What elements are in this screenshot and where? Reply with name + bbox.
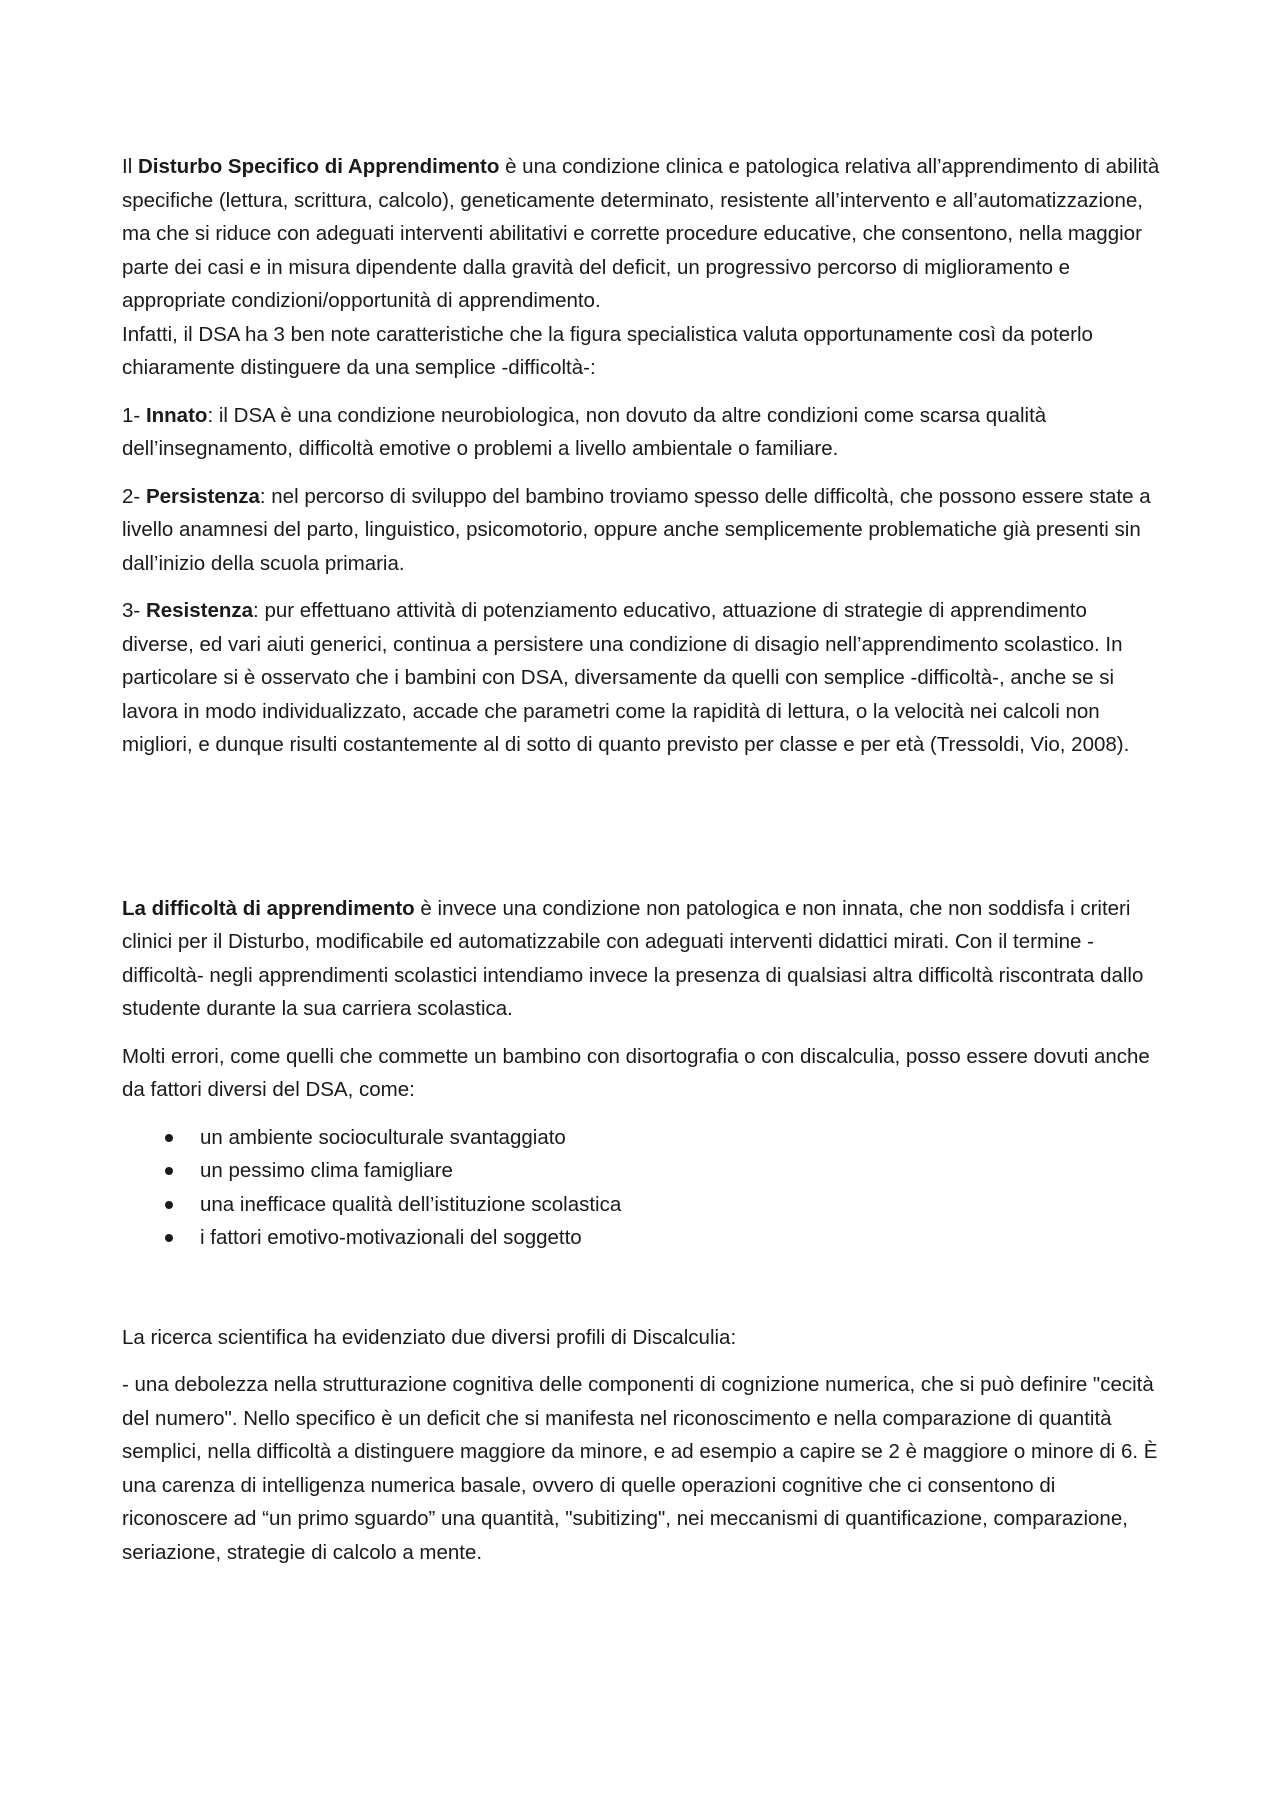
intro-paragraph [122, 150, 1162, 217]
list-item [122, 1188, 1162, 1222]
characteristic-text: : pur effettuano attività di potenziamento educativo, attuazione di strategie di apprendimento diverse, ed vari aiuti generici, continua a persistere una condizione di disagio nell’apprendimento scolastico. In particolare si è osservato che i bambini con DSA, diversamente da quelli con semplice -difficoltà-, anche se si lavora in modo individualizzato, accade che parametri come la rapidità di lettura, o la velocità nei calcoli non migliori, e dunque risulti costantemente al di sotto di quanto previsto per classe e per età (Tressoldi, Vio, 2008). [122, 599, 1130, 756]
list-item-text: un pessimo clima famigliare [200, 1159, 453, 1182]
bullet-icon [165, 1134, 173, 1142]
characteristic-text: : il DSA è una condizione neurobiologica, non dovuto da altre condizioni come scarsa qualità dell’insegnamento, difficoltà emotive o problemi a livello ambientale o familiare. [122, 403, 1047, 460]
intro-term: Disturbo Specifico di Apprendimento [137, 155, 500, 178]
characteristic-resistenza [122, 594, 1162, 762]
intro-text: è una condizione clinica e patologica relativa all’apprendimento di abilità specifiche (lettura, scrittura, calcolo), geneticamente determinato, resistente all’intervento e all’automatizzazione, [122, 155, 1160, 212]
characteristic-text: : nel percorso di sviluppo del bambino troviamo spesso delle difficoltà, che possono essere state a livello anamnesi del parto, linguistico, psicomotorio, oppure anche semplicemente problematiche già presenti sin dall’inizio della scuola primaria. [122, 484, 1151, 575]
characteristic-term: Persistenza [145, 484, 260, 508]
difficulty-text: è invece una condizione non patologica e non innata, che non soddisfa i criteri clinici per il Disturbo, modificabile ed automatizzabile con adeguati interventi didattici mirati. Con il termine -difficoltà- negli apprendimenti scolastici intendiamo invece la presenza di qualsiasi altra difficoltà riscontrata dallo studente durante la sua carriera scolastica. [122, 896, 1144, 1020]
characteristic-term: Innato [145, 403, 208, 427]
characteristic-innato [122, 399, 1162, 466]
list-item [122, 1121, 1162, 1155]
list-item-text: i fattori emotivo-motivazionali del soggetto [200, 1226, 582, 1249]
characteristic-persistenza [122, 480, 1162, 581]
research-paragraph: La ricerca scientifica ha evidenziato due diversi profili di Discalculia: [122, 1325, 737, 1349]
factors-list [122, 1121, 1162, 1255]
intro-paragraph-2: ma che si riduce con adeguati interventi abilitativi e corrette procedure educative, che consentono, nella maggior parte dei casi e in misura dipendente dalla gravità del deficit, un progressivo percorso di miglioramento e appropriate condizioni/opportunità di apprendimento. [122, 222, 1142, 312]
difficulty-term: La difficoltà di apprendimento [122, 896, 415, 920]
list-item [122, 1221, 1162, 1255]
list-item-text: un ambiente socioculturale svantaggiato [200, 1125, 566, 1149]
difficulty-paragraph [122, 892, 1162, 1026]
bullet-icon [165, 1167, 173, 1175]
intro-prefix: Il [122, 155, 138, 178]
list-item [122, 1154, 1162, 1188]
list-item-text: una inefficace qualità dell’istituzione scolastica [200, 1192, 622, 1216]
bullet-icon [165, 1234, 173, 1242]
characteristic-term: Resistenza [145, 599, 254, 622]
errors-paragraph: Molti errori, come quelli che commette un bambino con disortografia o con discalculia, posso essere dovuti anche da fattori diversi del DSA, come: [122, 1044, 1150, 1101]
characteristic-number: 3- [122, 599, 146, 622]
profile-paragraph: - una debolezza nella strutturazione cognitiva delle componenti di cognizione numerica, che si può definire "cecità del numero". Nello specifico è un deficit che si manifesta nel riconoscimento e nella comparazione di quantità semplici, nella difficoltà a distinguere maggiore da minore, e ad esempio a capire se 2 è maggiore o minore di 6. È una carenza di intelligenza numerica basale, ovvero di quelle operazioni cognitive che ci consentono di riconoscere ad “un primo sguardo” una quantità, "subitizing", nei meccanismi di quantificazione, comparazione, seriazione, strategie di calcolo a mente. [122, 1373, 1158, 1564]
intro-paragraph-3: Infatti, il DSA ha 3 ben note caratteristiche che la figura specialistica valuta opportunamente così da poterlo chiaramente distinguere da una semplice -difficoltà-: [122, 322, 1093, 379]
characteristic-number: 2- [122, 484, 146, 508]
document-page [122, 150, 1162, 1569]
bullet-icon [165, 1201, 173, 1209]
characteristic-number: 1- [122, 403, 146, 427]
